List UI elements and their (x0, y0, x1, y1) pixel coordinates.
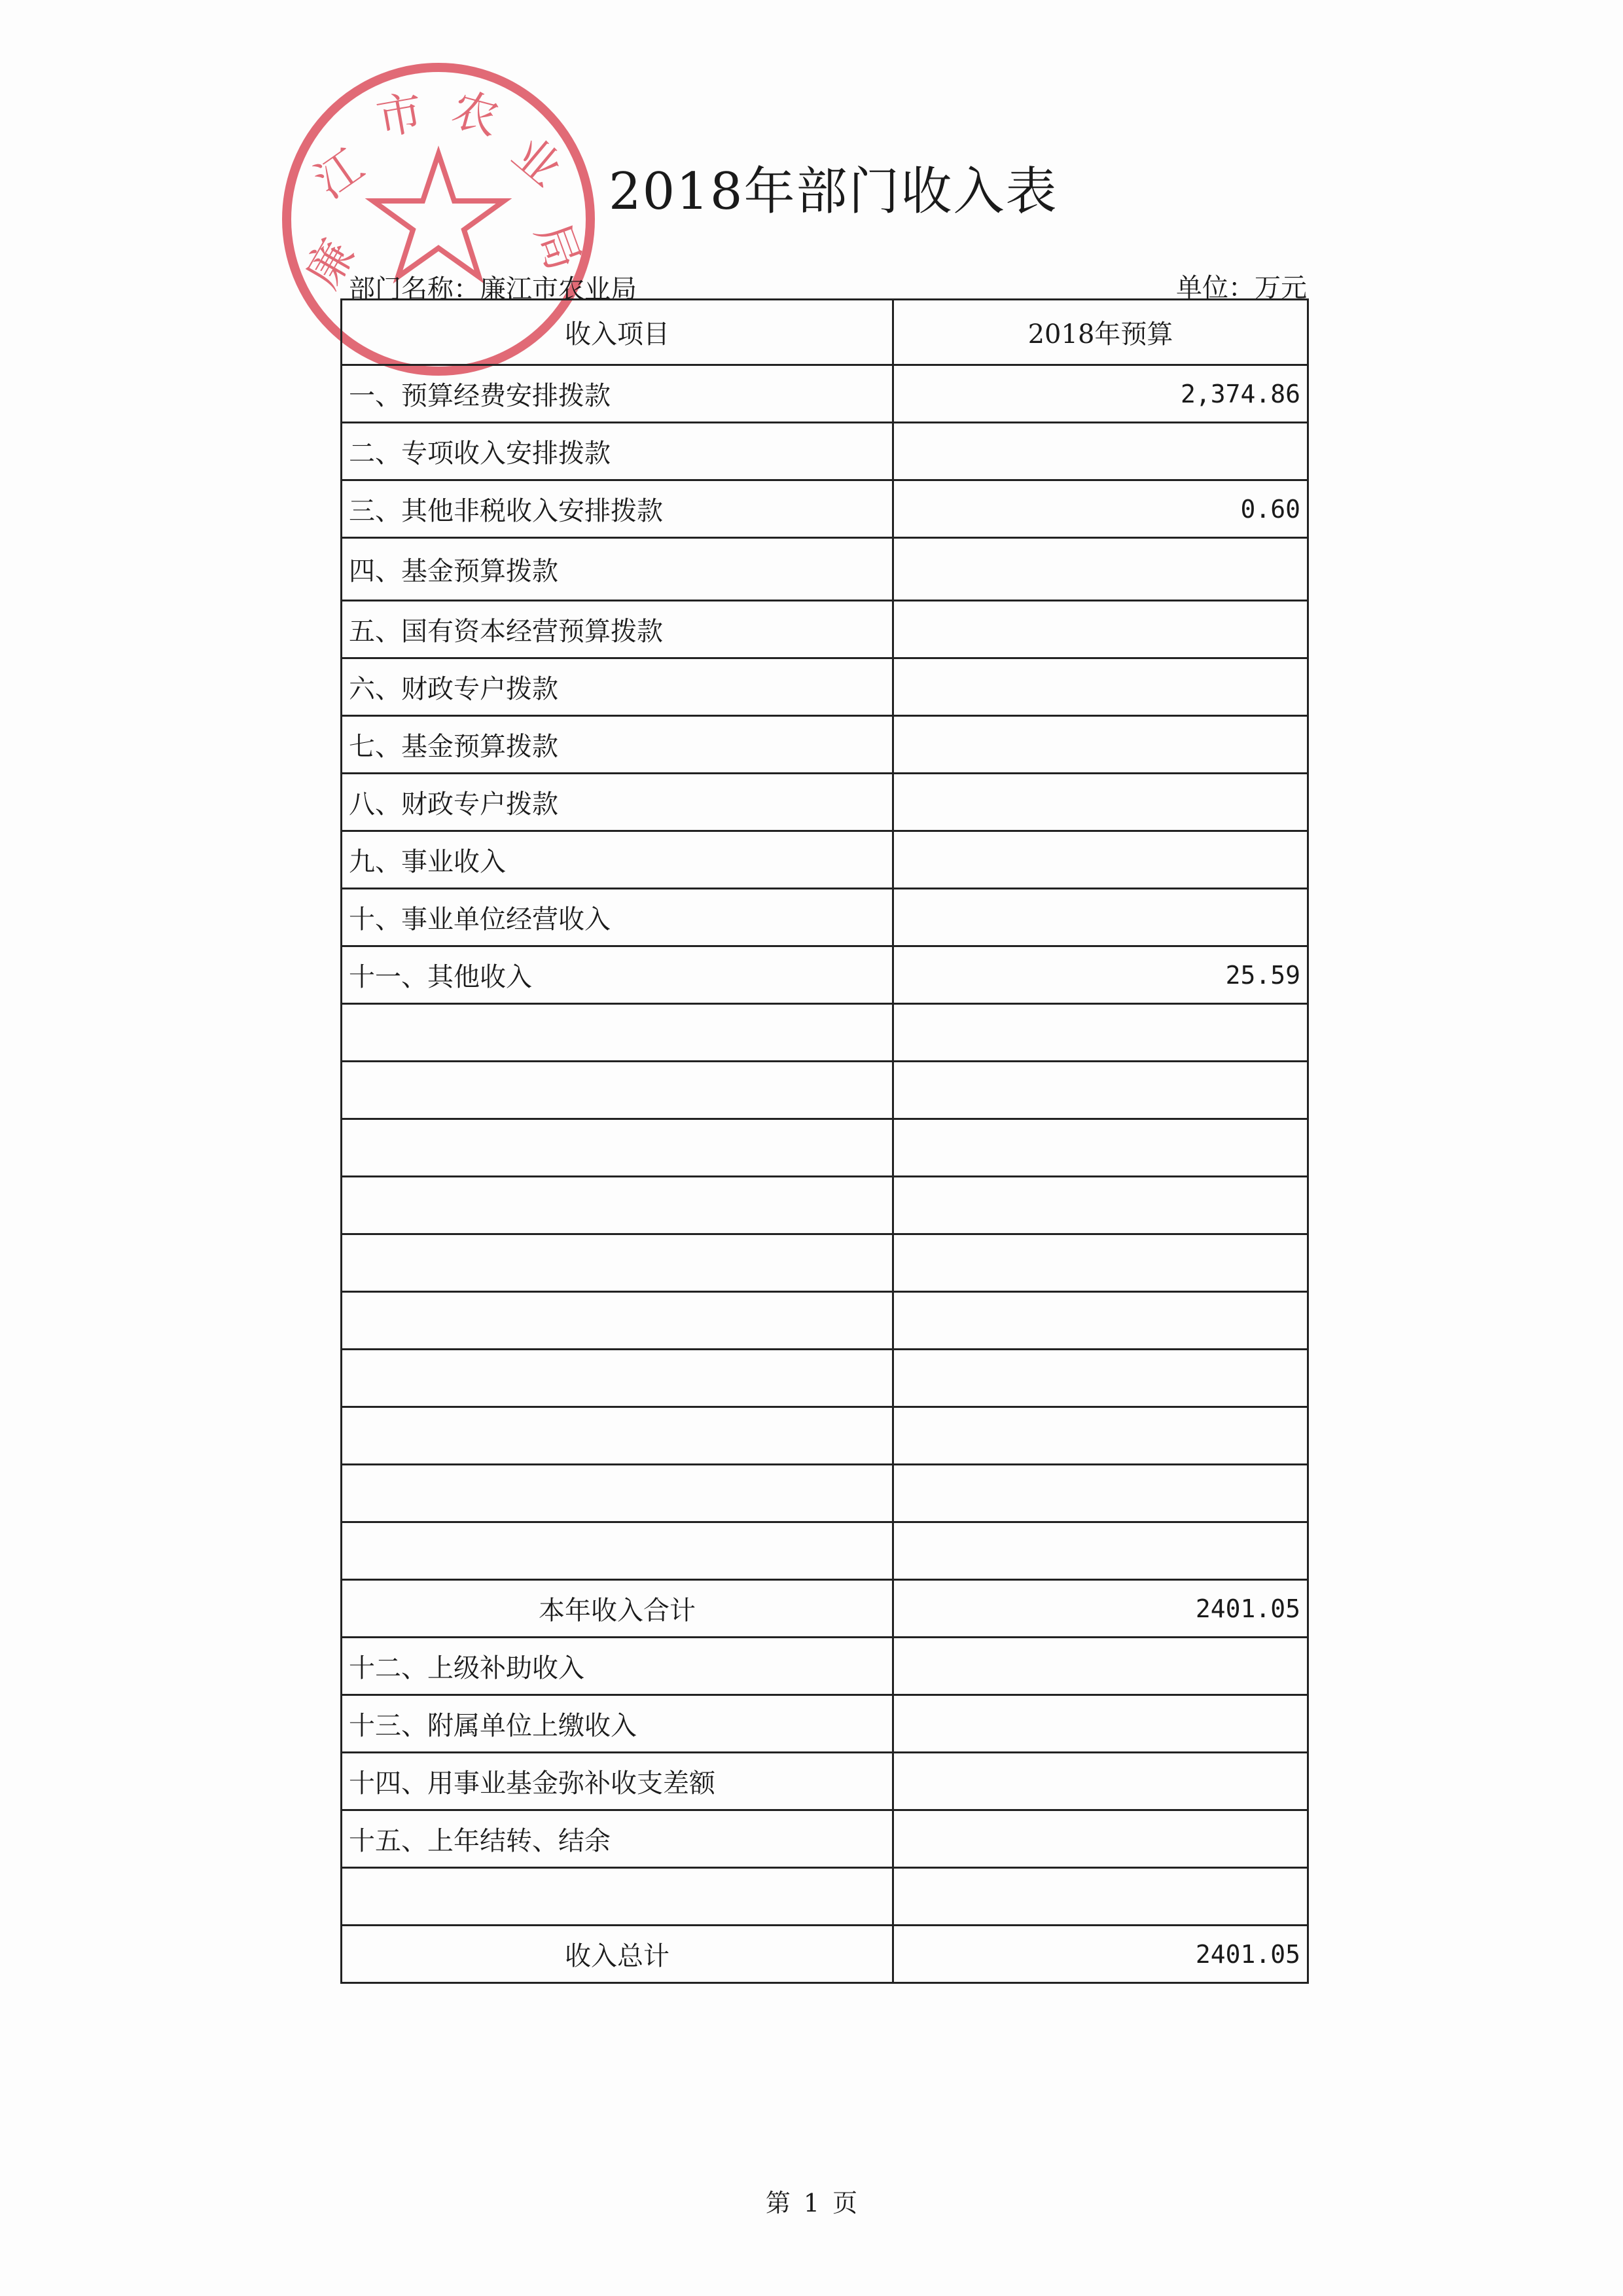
table-row (342, 423, 1308, 480)
budget-amount-cell (893, 1119, 1308, 1177)
income-item-cell (342, 1522, 893, 1580)
table-row (342, 716, 1308, 774)
subtotal-row (342, 1580, 1308, 1638)
table-row (342, 1465, 1308, 1522)
page-title: 2018年部门收入表 (609, 162, 1058, 221)
svg-text:廉: 廉 (295, 230, 365, 297)
svg-text:市: 市 (372, 84, 427, 146)
budget-amount-cell (893, 1350, 1308, 1407)
table-row (342, 889, 1308, 946)
budget-amount-cell: 25.59 (893, 946, 1308, 1004)
table-row (342, 1177, 1308, 1234)
table-row (342, 1522, 1308, 1580)
budget-amount-cell (893, 1810, 1308, 1868)
table-row (342, 1753, 1308, 1810)
income-item-cell: 八、财政专户拨款 (342, 774, 893, 831)
income-item-cell: 本年收入合计 (342, 1580, 893, 1638)
income-item-cell: 收入总计 (342, 1926, 893, 1983)
budget-amount-cell (893, 538, 1308, 601)
income-item-cell: 十一、其他收入 (342, 946, 893, 1004)
budget-amount-cell: 2018年预算 (893, 300, 1308, 365)
income-item-cell: 六、财政专户拨款 (342, 658, 893, 716)
table-row (342, 946, 1308, 1004)
table-row (342, 538, 1308, 601)
svg-text:江: 江 (305, 138, 374, 209)
table-row (342, 831, 1308, 889)
budget-amount-cell (893, 1695, 1308, 1753)
income-item-cell (342, 1350, 893, 1407)
income-item-cell (342, 1465, 893, 1522)
budget-amount-cell: 0.60 (893, 480, 1308, 538)
income-item-cell: 五、国有资本经营预算拨款 (342, 601, 893, 658)
income-item-cell: 一、预算经费安排拨款 (342, 365, 893, 423)
svg-text:业: 业 (502, 126, 572, 197)
income-item-cell (342, 1004, 893, 1062)
table-row (342, 365, 1308, 423)
table-row (342, 1810, 1308, 1868)
budget-amount-cell (893, 658, 1308, 716)
department-name: 部门名称：廉江市农业局 (349, 274, 637, 304)
budget-amount-cell (893, 1868, 1308, 1926)
page-number: 第 1 页 (765, 2189, 858, 2217)
table-row (342, 1004, 1308, 1062)
budget-amount-cell: 2401.05 (893, 1580, 1308, 1638)
budget-amount-cell (893, 601, 1308, 658)
income-item-cell: 收入项目 (342, 300, 893, 365)
income-item-cell (342, 1062, 893, 1119)
table-row (342, 601, 1308, 658)
budget-amount-cell (893, 1407, 1308, 1465)
budget-amount-cell (893, 423, 1308, 480)
table-row (342, 1638, 1308, 1695)
seal-star-icon (373, 154, 504, 277)
table-row (342, 480, 1308, 538)
income-item-cell: 七、基金预算拨款 (342, 716, 893, 774)
budget-amount-cell: 2401.05 (893, 1926, 1308, 1983)
income-item-cell (342, 1868, 893, 1926)
budget-amount-cell (893, 831, 1308, 889)
income-item-cell: 十二、上级补助收入 (342, 1638, 893, 1695)
income-item-cell (342, 1407, 893, 1465)
budget-amount-cell (893, 1004, 1308, 1062)
svg-text:农: 农 (446, 82, 505, 146)
income-item-cell: 四、基金预算拨款 (342, 538, 893, 601)
svg-text:局: 局 (525, 215, 592, 278)
income-item-cell: 二、专项收入安排拨款 (342, 423, 893, 480)
income-table (340, 298, 1309, 1984)
unit-label: 单位：万元 (1176, 273, 1307, 303)
table-row (342, 1350, 1308, 1407)
budget-amount-cell (893, 1638, 1308, 1695)
table-row (342, 1062, 1308, 1119)
income-item-cell (342, 1119, 893, 1177)
income-item-cell: 三、其他非税收入安排拨款 (342, 480, 893, 538)
income-item-cell (342, 1292, 893, 1350)
table-header-row (342, 300, 1308, 365)
budget-amount-cell (893, 1465, 1308, 1522)
budget-amount-cell (893, 1292, 1308, 1350)
income-item-cell: 九、事业收入 (342, 831, 893, 889)
table-row (342, 774, 1308, 831)
income-item-cell: 十三、附属单位上缴收入 (342, 1695, 893, 1753)
budget-amount-cell: 2,374.86 (893, 365, 1308, 423)
budget-amount-cell (893, 1177, 1308, 1234)
income-item-cell (342, 1177, 893, 1234)
table-row (342, 658, 1308, 716)
income-item-cell: 十、事业单位经营收入 (342, 889, 893, 946)
budget-amount-cell (893, 1522, 1308, 1580)
table-row (342, 1119, 1308, 1177)
table-row (342, 1695, 1308, 1753)
income-item-cell: 十五、上年结转、结余 (342, 1810, 893, 1868)
table-row (342, 1234, 1308, 1292)
table-row (342, 1292, 1308, 1350)
income-item-cell: 十四、用事业基金弥补收支差额 (342, 1753, 893, 1810)
budget-amount-cell (893, 716, 1308, 774)
total-row (342, 1926, 1308, 1983)
income-item-cell (342, 1234, 893, 1292)
budget-amount-cell (893, 1234, 1308, 1292)
budget-amount-cell (893, 1753, 1308, 1810)
budget-amount-cell (893, 889, 1308, 946)
budget-amount-cell (893, 774, 1308, 831)
table-row (342, 1407, 1308, 1465)
budget-amount-cell (893, 1062, 1308, 1119)
table-row (342, 1868, 1308, 1926)
